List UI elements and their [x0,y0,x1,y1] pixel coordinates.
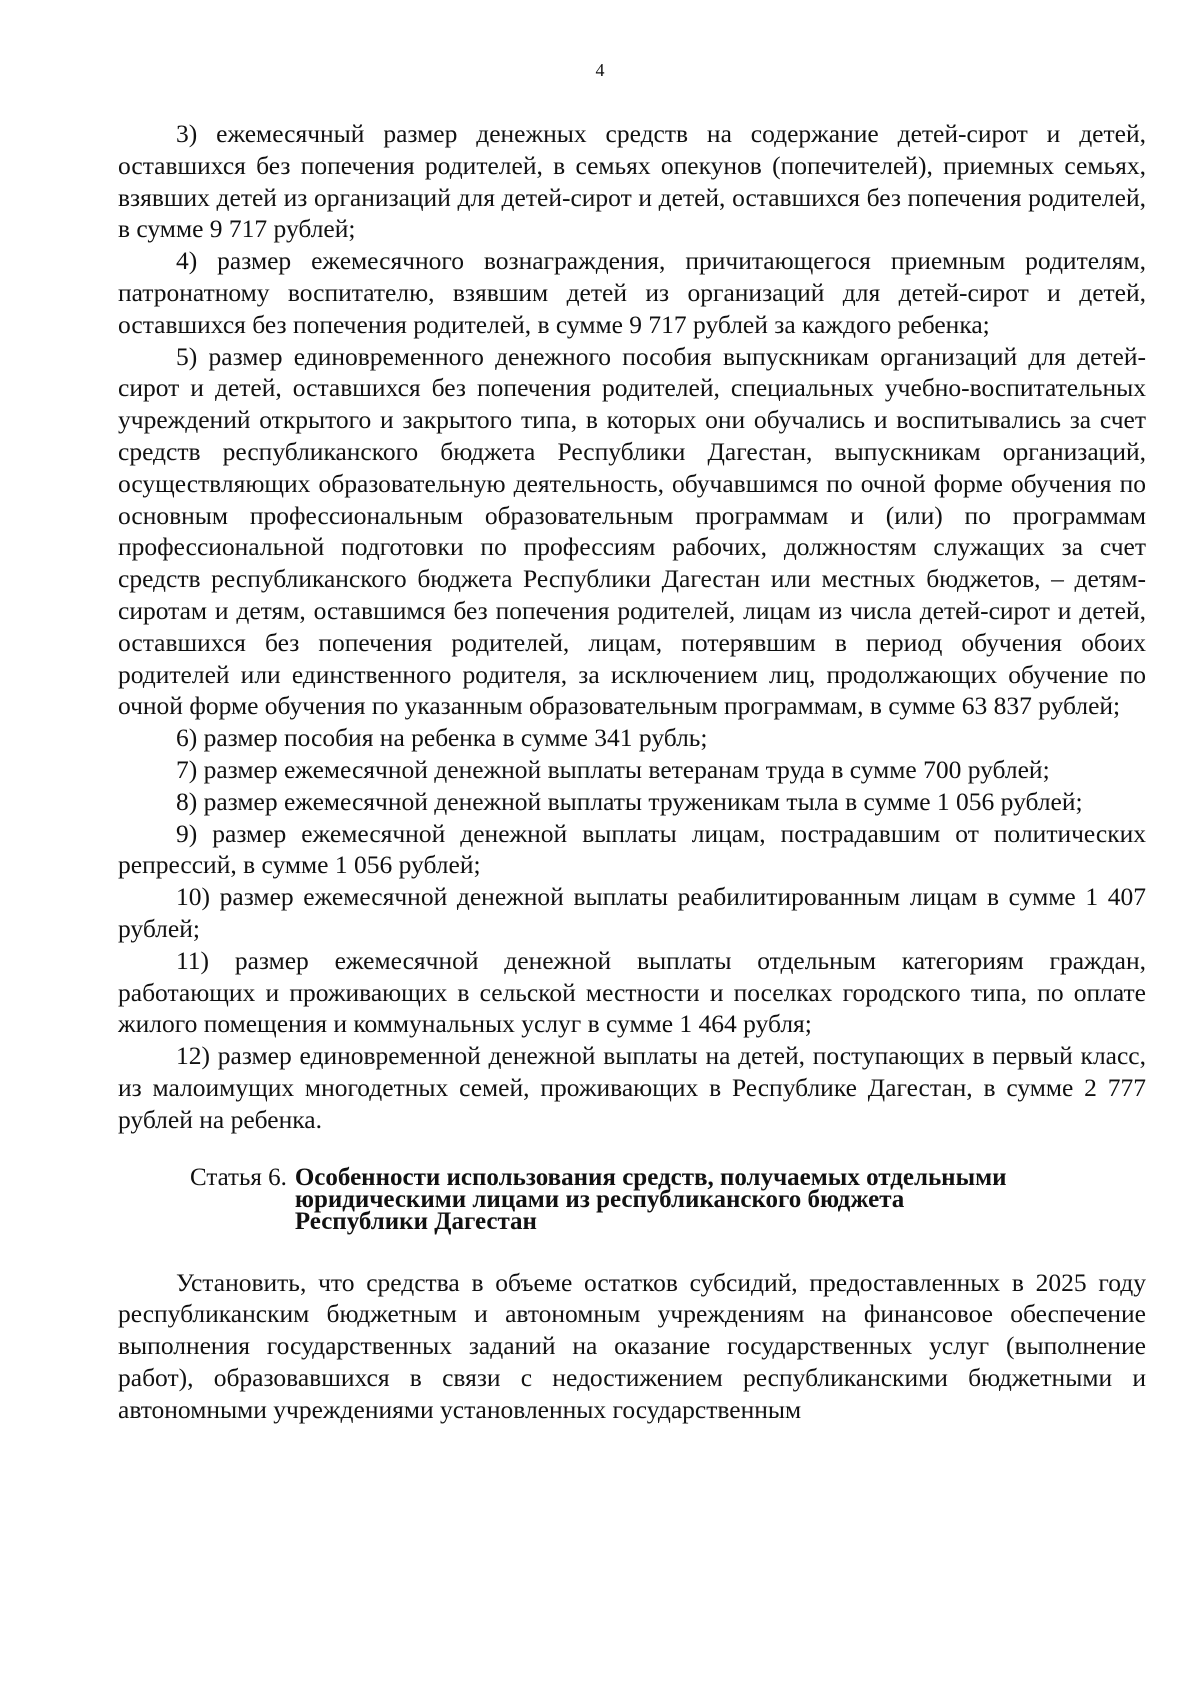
list-item: 10) размер ежемесячной денежной выплаты реабилитированным лицам в сумме 1 407 рублей; [118,882,1146,943]
article-body: Установить, что средства в объеме остатков субсидий, предоставленных в 2025 году республиканским бюджетным и автономным учреждениям на финансовое обеспечение выполнения государственных заданий на оказание государственных услуг (выполнение работ), образовавшихся в связи с недостижением республиканскими бюджетными и автономными учреждениями установленных государственным [118,1267,1146,1424]
list-item: 7) размер ежемесячной денежной выплаты ветеранам труда в сумме 700 рублей; [176,754,1050,784]
article-label: Статья 6. [190,1163,287,1191]
document-body [118,118,1146,1425]
list-item: 11) размер ежемесячной денежной выплаты отдельным категориям граждан, работающих и проживающих в сельской местности и поселках городского типа, по оплате жилого помещения и коммунальных услуг в сумме 1 464 рубля; [118,945,1146,1039]
page-number: 4 [595,60,605,80]
list-item: 3) ежемесячный размер денежных средств на содержание детей-сирот и детей, оставшихся без попечения родителей, в семьях опекунов (попечителей), приемных семьях, взявших детей из организаций для детей-сирот и детей, оставшихся без попечения родителей, в сумме 9 717 рублей; [118,119,1146,244]
list-item: 4) размер ежемесячного вознаграждения, причитающегося приемным родителям, патронатному воспитателю, взявшим детей из организаций для детей-сирот и детей, оставшихся без попечения родителей, в сумме 9 717 рублей за каждого ребенка; [118,246,1146,339]
article-title-line: Республики Дагестан [294,1207,537,1235]
article-title-line: юридическими лицами из республиканского бюджета [294,1185,905,1213]
article-title [294,1163,1146,1235]
list-item: 8) размер ежемесячной денежной выплаты труженикам тыла в сумме 1 056 рублей; [176,786,1083,816]
list-item: 6) размер пособия на ребенка в сумме 341 рубль; [176,723,708,753]
article-title-line: Особенности использования средств, получаемых отдельными [294,1163,1007,1191]
list-item: 9) размер ежемесячной денежной выплаты лицам, пострадавшим от политических репрессий, в сумме 1 056 рублей; [118,818,1146,880]
list-item: 12) размер единовременной денежной выплаты на детей, поступающих в первый класс, из малоимущих многодетных семей, проживающих в Республике Дагестан, в сумме 2 777 рублей на ребенка. [118,1041,1146,1134]
article-heading [118,1163,1146,1235]
list-item: 5) размер единовременного денежного пособия выпускникам организаций для детей-сирот и детей, оставшихся без попечения родителей, специальных учебно-воспитательных учреждений открытого и закрытого типа, в которых они обучались и воспитывались за счет средств республиканского бюджета Республики Дагестан, выпускникам организаций, осуществляющих образовательную деятельность, обучавшимся по очной форме обучения по основным профессиональным образовательным программам и (или) по программам профессиональной подготовки по профессиям рабочих, должностям служащих за счет средств республиканского бюджета Республики Дагестан или местных бюджетов, – детям-сиротам и детям, оставшимся без попечения родителей, лицам из числа детей-сирот и детей, оставшихся без попечения родителей, лицам, потерявшим в период обучения обоих родителей или единственного родителя, за исключением лиц, продолжающих обучение по очной форме обучения по указанным образовательным программам, в сумме 63 837 рублей; [118,341,1146,721]
